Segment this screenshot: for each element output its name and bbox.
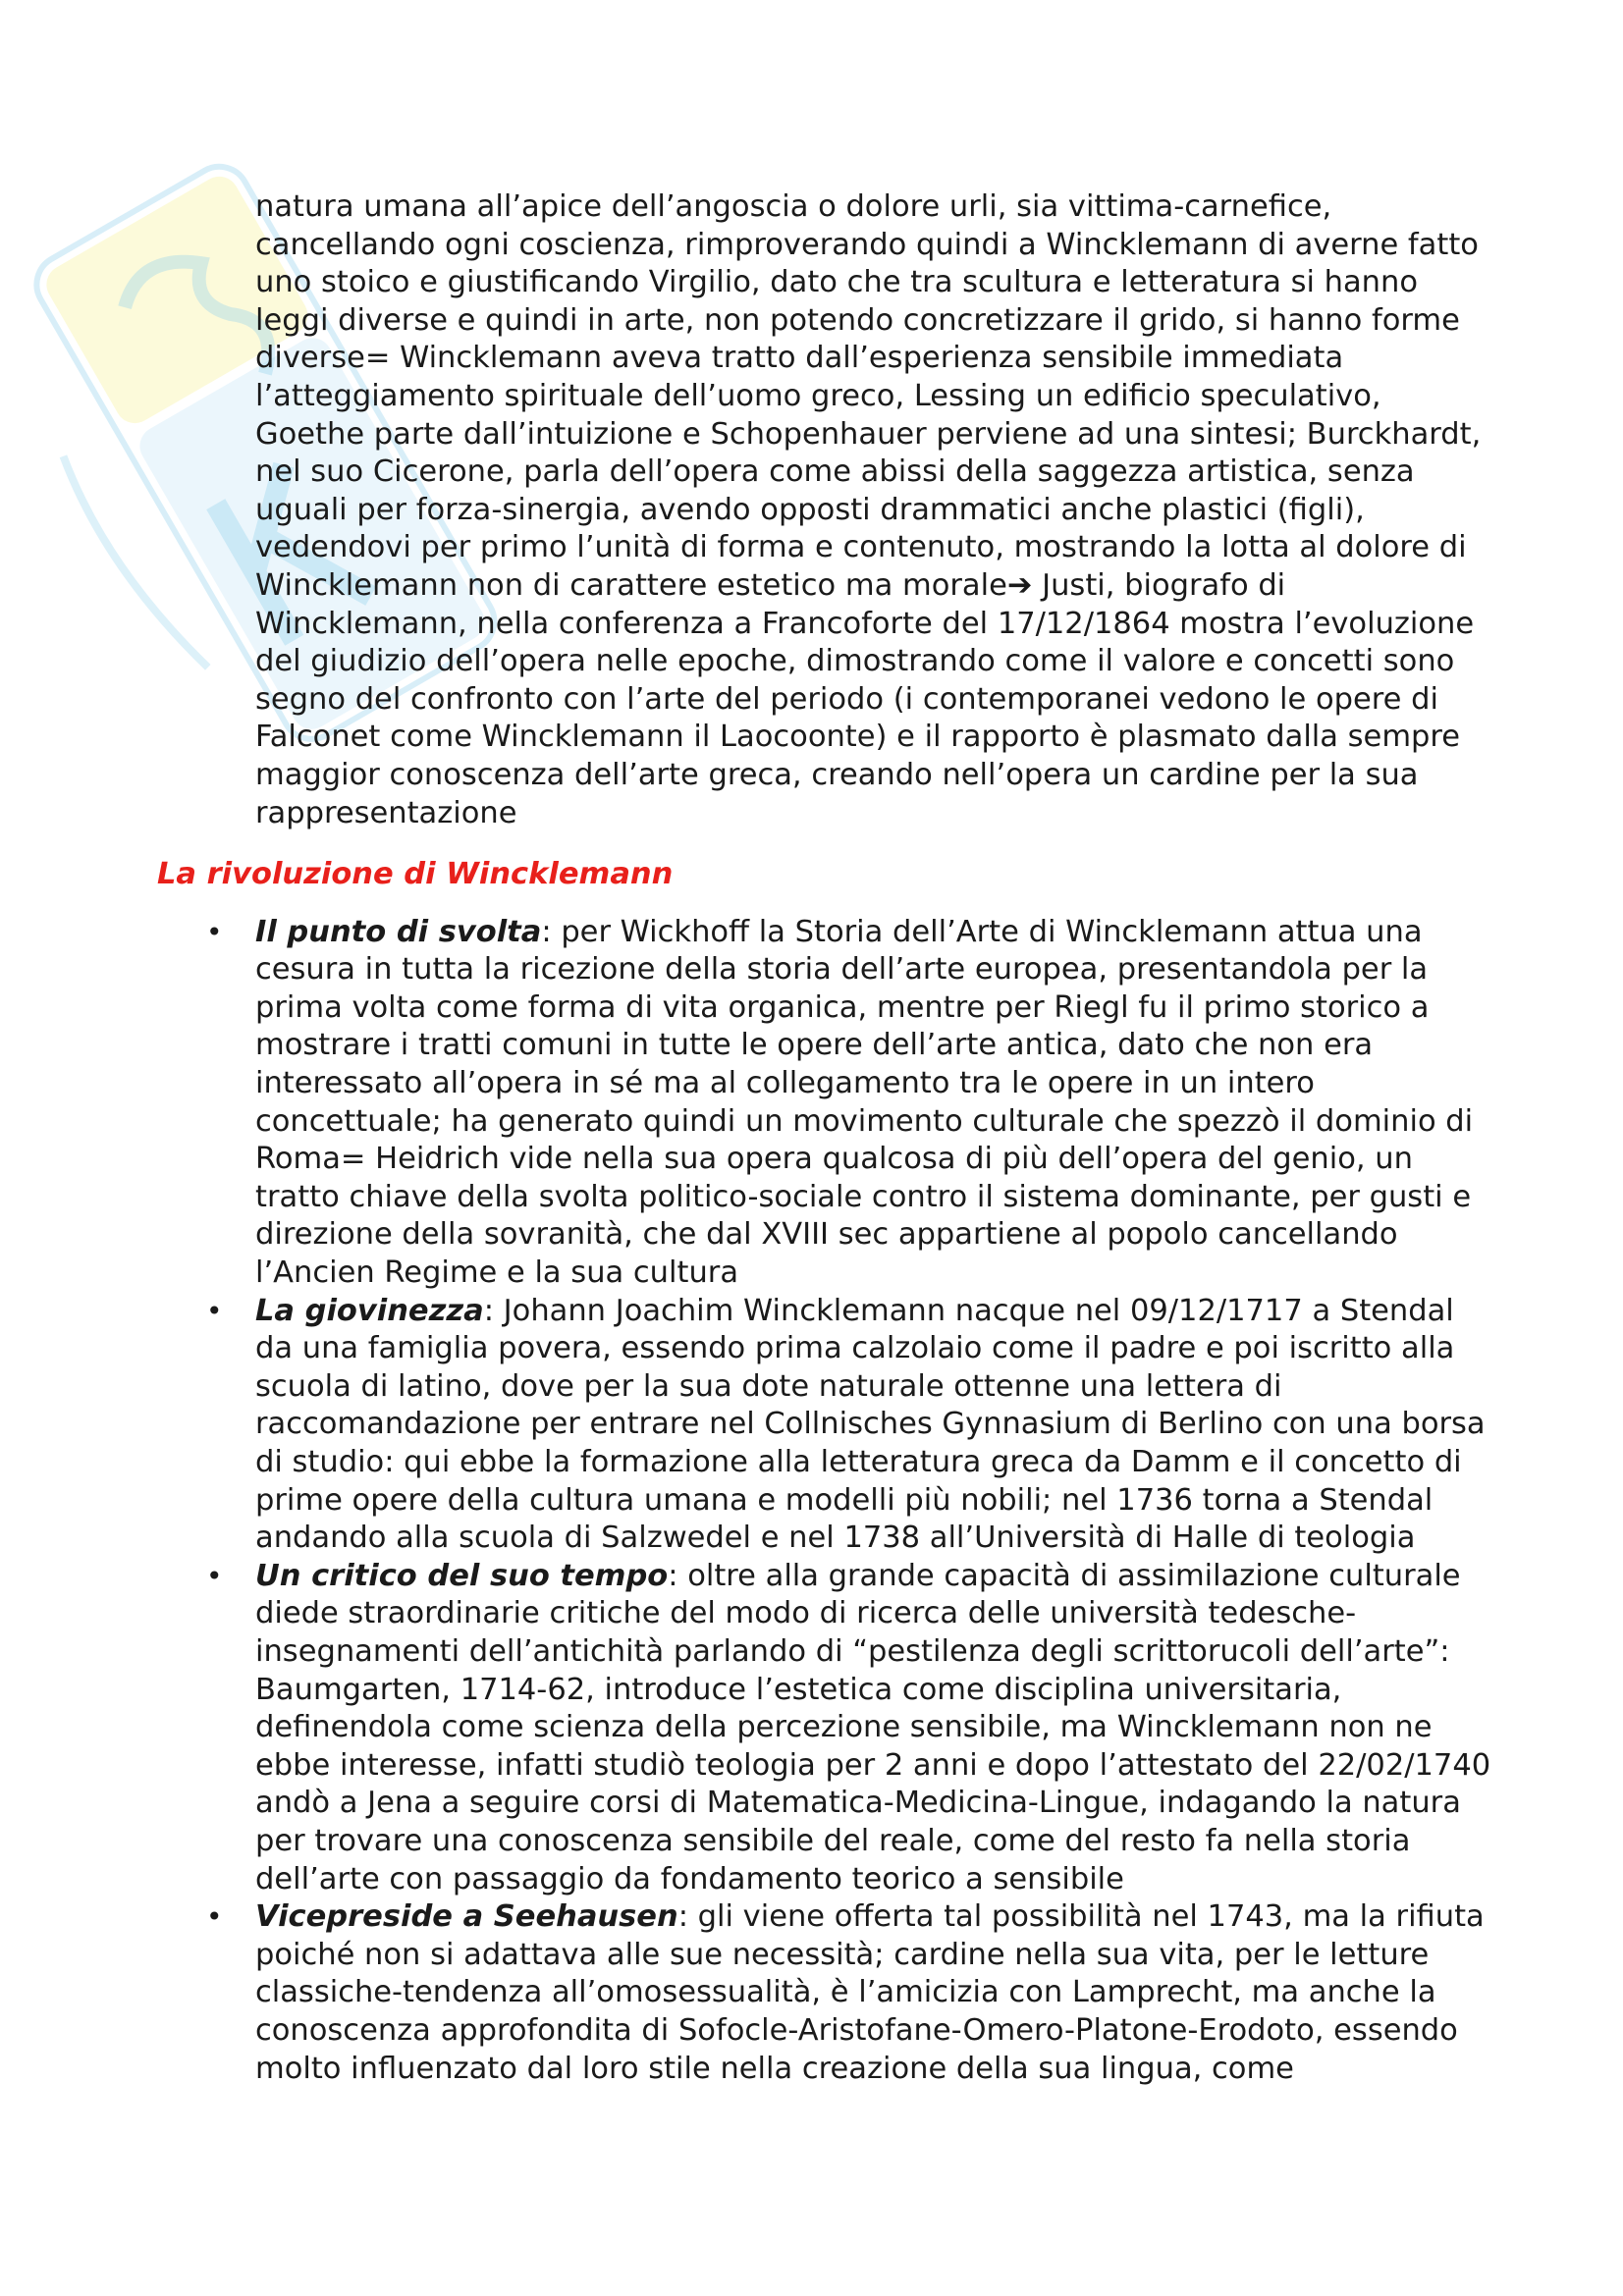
item-term: La giovinezza — [255, 1293, 484, 1328]
section-heading: La rivoluzione di Wincklemann — [157, 857, 674, 892]
list-item — [157, 1558, 1494, 1898]
list-item — [157, 1293, 1494, 1558]
document-body — [157, 188, 1492, 2088]
item-term: Il punto di svolta — [255, 914, 542, 949]
item-text: : per Wickhoff la Storia dell’Arte di Wincklemann attua una cesura in tutta la ricezione della storia dell’arte europea, presentandola per la prima volta come forma di vita organica, mentre per Riegl fu il primo storico a mostrare i tratti comuni in tutte le opere dell’arte antica, dato che non era interessato all’opera in sé ma al collegamento tra le opere in un intero concettuale; ha generato quindi un movimento culturale che spezzò il dominio di Roma= Heidrich vide nella sua opera qualcosa di più dell’opera del genio, un tratto chiave della svolta politico-sociale contro il sistema dominante, per gusti e direzione della sovranità, che dal XVIII sec appartiene al popolo cancellando l’Ancien Regime e la sua cultura — [255, 914, 1474, 1291]
item-text: : Johann Joachim Wincklemann nacque nel 09/12/1717 a Stendal da una famiglia povera, essendo prima calzolaio come il padre e poi iscritto alla scuola di latino, dove per la sua dote naturale ottenne una lettera di raccomandazione per entrare nel Collnisches Gynnasium di Berlino con una borsa di studio: qui ebbe la formazione alla letteratura greca da Damm e il concetto di prime opere della cultura umana e modelli più nobili; nel 1736 torna a Stendal andando alla scuola di Salzwedel e nel 1738 all’Università di Halle di teologia — [255, 1293, 1486, 1556]
list-item — [157, 1898, 1494, 2088]
bullet-list — [157, 914, 1492, 2088]
item-text: : oltre alla grande capacità di assimilazione culturale diede straordinarie critiche del modo di ricerca delle università tedesche-insegnamenti dell’antichità parlando di “pestilenza degli scrittorucoli dell’arte”: Baumgarten, 1714-62, introduce l’estetica come disciplina universitaria, definendola come scienza della percezione sensibile, ma Wincklemann non ne ebbe interesse, infatti studiò teologia per 2 anni e dopo l’attestato del 22/02/1740 andò a Jena a seguire corsi di Matematica-Medicina-Lingue, indagando la natura per trovare una conoscenza sensibile del reale, come del resto fa nella storia dell’arte con passaggio da fondamento teorico a sensibile — [255, 1558, 1491, 1896]
bullet-icon: • — [206, 1559, 223, 1592]
bullet-icon: • — [206, 915, 223, 948]
item-term: Un critico del suo tempo — [255, 1558, 669, 1593]
intro-paragraph — [255, 188, 1492, 832]
list-item — [157, 914, 1494, 1293]
item-text: : gli viene offerta tal possibilità nel 1743, ma la rifiuta poiché non si adattava alle sue necessità; cardine nella sua vita, per le letture classiche-tendenza all’omosessualità, è l’amicizia con Lamprecht, ma anche la conoscenza approfondita di Sofocle-Aristofane-Omero-Platone-Erodoto, essendo molto influenzato dal loro stile nella creazione della sua lingua, come — [255, 1899, 1485, 2086]
bullet-icon: • — [206, 1294, 223, 1327]
right-arrow-icon: ➔ — [1006, 567, 1033, 603]
bullet-icon: • — [206, 1900, 223, 1934]
intro-text-part-1: natura umana all’apice dell’angoscia o dolore urli, sia vittima-carnefice, cancellando ogni coscienza, rimproverando quindi a Wincklemann di averne fatto uno stoico e giustificando Virgilio, dato che tra scultura e letteratura si hanno leggi diverse e quindi in arte, non potendo concretizzare il grido, si hanno forme diverse= Wincklemann aveva tratto dall’esperienza sensibile immediata l’atteggiamento spirituale dell’uomo greco, Lessing un edificio speculativo, Goethe parte dall’intuizione e Schopenhauer perviene ad una sintesi; Burckhardt, nel suo Cicerone, parla dell’opera come abissi della saggezza artistica, senza uguali per forza-sinergia, avendo opposti drammatici anche plastici (figli), vedendovi per primo l’unità di forma e contenuto, mostrando la lotta al dolore di Wincklemann non di carattere estetico ma morale — [255, 189, 1482, 603]
intro-text-part-2: Justi, biografo di Wincklemann, nella conferenza a Francoforte del 17/12/1864 mostra l’evoluzione del giudizio dell’opera nelle epoche, dimostrando come il valore e concetti sono segno del confronto con l’arte del periodo (i contemporanei vedono le opere di Falconet come Wincklemann il Laocoonte) e il rapporto è plasmato dalla sempre maggior conoscenza dell’arte greca, creando nell’opera un cardine per la sua rappresentazione — [255, 567, 1475, 830]
item-term: Vicepreside a Seehausen — [255, 1899, 678, 1935]
